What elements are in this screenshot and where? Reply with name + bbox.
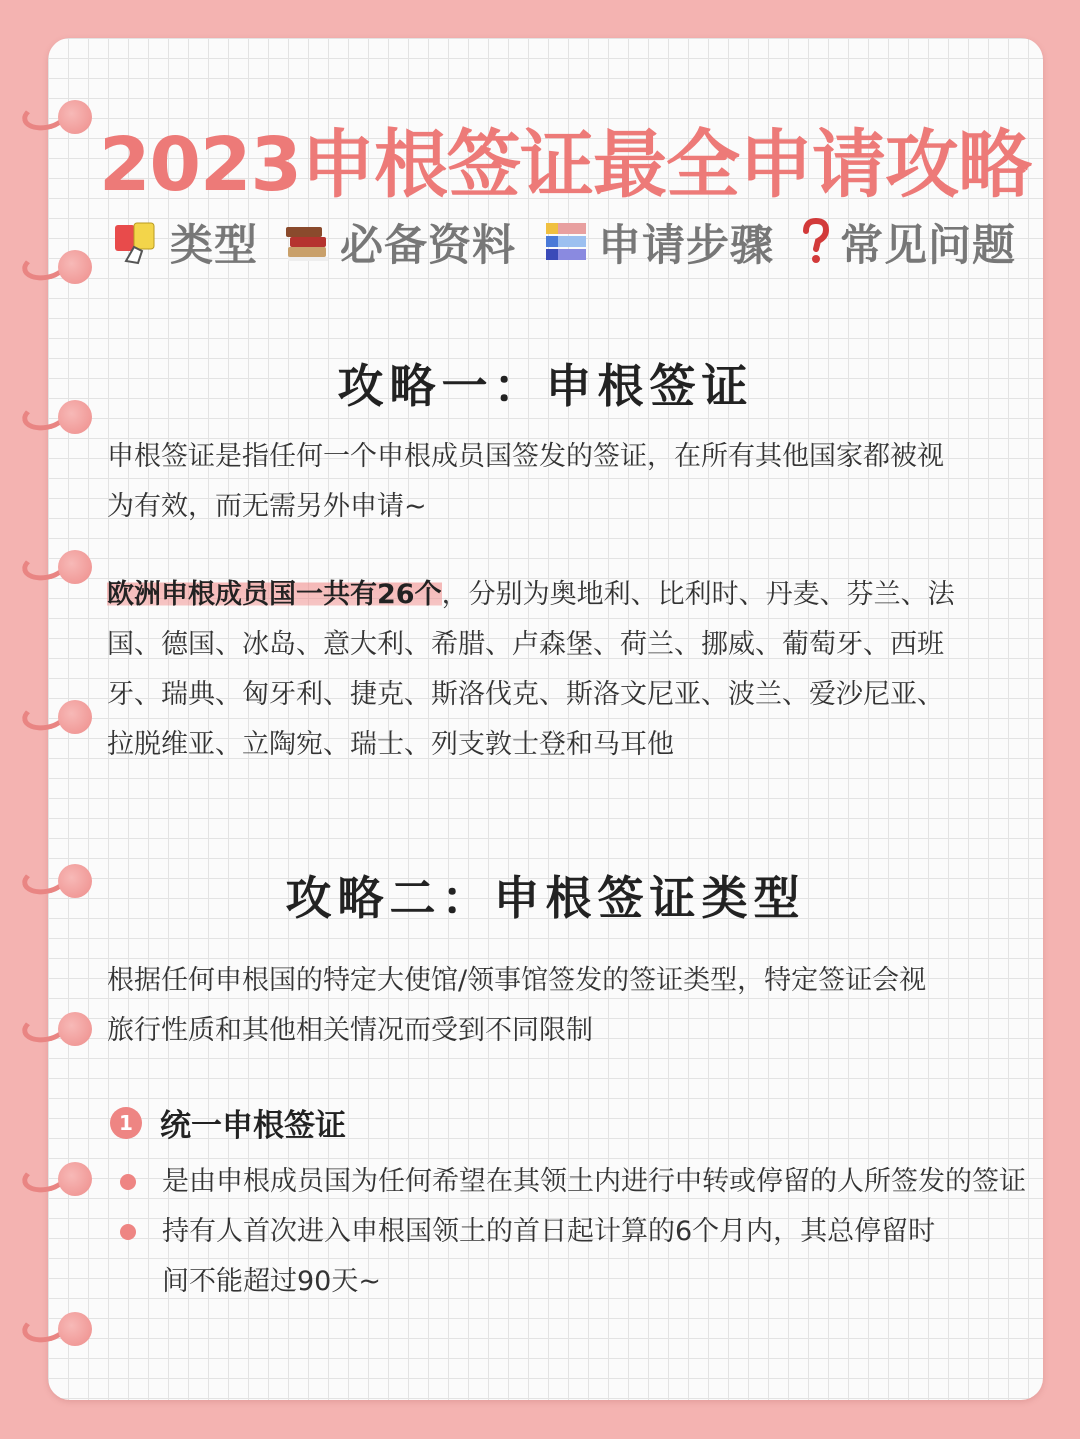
page-title: 2023申根签证最全申请攻略 xyxy=(99,122,1031,208)
section2-intro: 根据任何申根国的特定大使馆/领事馆签发的签证类型，特定签证会视 旅行性质和其他相关情况而受到不同限制 xyxy=(107,965,927,1046)
tag-types: 类型 xyxy=(112,212,258,273)
list-item: 是由申根成员国为任何希望在其领土内进行中转或停留的人所签发的签证 xyxy=(120,1157,1020,1207)
binder-ring-icon xyxy=(22,1010,94,1050)
section1-intro: 申根签证是指任何一个申根成员国签发的签证，在所有其他国家都被视 为有效，而无需另外申请~ xyxy=(107,441,944,522)
bullet-dot-icon xyxy=(120,1174,136,1190)
subsection-uniform-visa xyxy=(110,1100,346,1145)
list-item: 持有人首次进入申根国领土的首日起计算的6个月内，其总停留时 间不能超过90天~ xyxy=(120,1207,1020,1307)
binder-ring-icon xyxy=(22,1310,94,1350)
cards-hand-icon xyxy=(112,217,162,267)
bullet-dot-icon xyxy=(120,1224,136,1240)
binder-ring-icon xyxy=(22,548,94,588)
highlight-member-count: 欧洲申根成员国一共有26个 xyxy=(107,579,442,610)
binder-ring-icon xyxy=(22,698,94,738)
binder-ring-icon xyxy=(22,248,94,288)
question-mark-icon xyxy=(798,217,832,267)
number-badge: 1 xyxy=(110,1107,142,1139)
subsection-title: 统一申根签证 xyxy=(160,1108,346,1144)
binder-ring-icon xyxy=(22,1160,94,1200)
tag-faq: 常见问题 xyxy=(798,212,1016,273)
section1-heading: 攻略一：申根签证 xyxy=(337,359,754,413)
topic-tags xyxy=(112,212,1040,272)
tag-materials: 必备资料 xyxy=(282,212,516,273)
tag-steps: 申请步骤 xyxy=(540,212,774,273)
section1-countries: 欧洲申根成员国一共有26个，分别为奥地利、比利时、丹麦、芬兰、法 国、德国、冰岛、意大利、希腊、卢森堡、荷兰、挪威、葡萄牙、西班 牙、瑞典、匈牙利、捷克、斯洛伐克、斯洛文尼亚、波兰、爱沙尼亚、 拉脱维亚、立陶宛、瑞士、列支敦士登和马耳他 xyxy=(107,579,955,760)
stacked-list-icon xyxy=(540,217,590,267)
books-icon xyxy=(282,217,332,267)
section2-heading: 攻略二：申根签证类型 xyxy=(285,871,806,925)
